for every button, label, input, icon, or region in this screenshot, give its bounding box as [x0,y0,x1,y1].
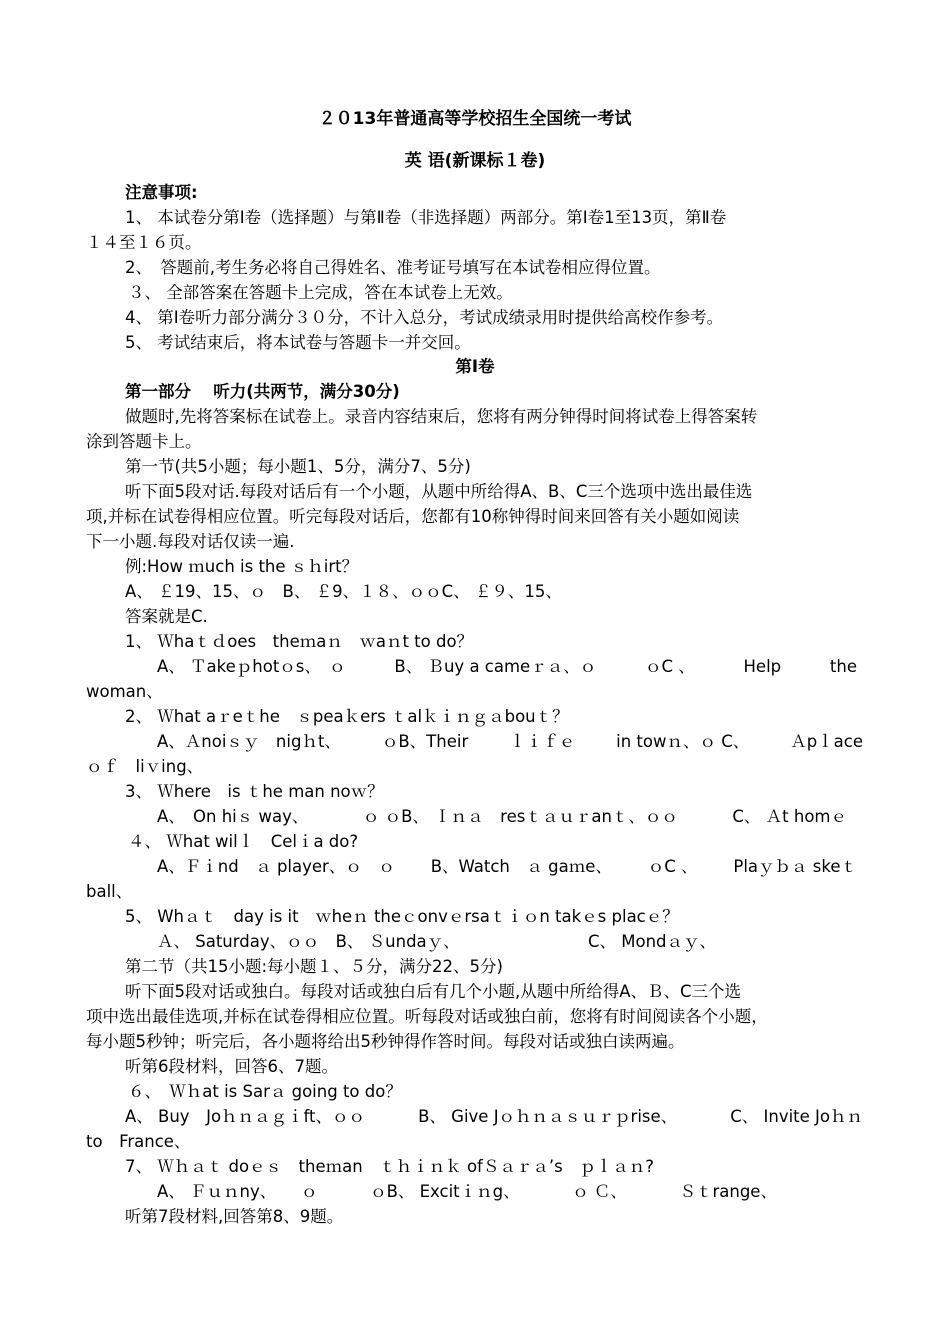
option-a: A、 On hiｓ way、 [157,807,309,826]
question-options [157,1180,777,1204]
option-a: A、 Buy Joｈｎａｇｉft、ｏｏ [125,1107,366,1126]
notice-item: ３、 全部答案在答题卡上完成，答在本试卷上无效。 [128,283,513,302]
option-a: A、 Ｔakeｐhotｏs、 ｏ [157,657,346,676]
option-c-label: in towｎ、ｏ C、 [616,732,750,751]
question-text: ６、 Ｗｈat is Sarａ going to do？ [128,1082,402,1101]
section-heading: 第二节（共15小题:每小题１、５分，满分22、5分) [125,957,503,976]
section-instructions: 下一小题.每段对话仅读一遍. [86,532,295,551]
option-b: B、 Give Jｏｈｎａｓｕｒｐrise、 [418,1107,678,1126]
passage-heading: 听第6段材料，回答6、7题。 [125,1057,338,1076]
notice-item: 1、 本试卷分第Ⅰ卷（选择题）与第Ⅱ卷（非选择题）两部分。第Ⅰ卷1至13页，第Ⅱ卷 [125,208,727,227]
option-b: ｏ ｏB、 Ｉｎａ resｔａｕｒanｔ、ｏｏ [362,807,678,826]
option-c: C、 Ａt homｅ [732,807,847,826]
option-c-word: Plaｙｂａ skeｔ [733,857,857,876]
example-options: A、 ￡19、15、ｏ B、 ￡9、１８、ｏｏC、 ￡９、15、 [125,582,562,601]
example-question: 例:How ｍuch is the ｓｈirt？ [125,557,359,576]
question-options [157,655,857,679]
option-continuation: woman、 [86,682,163,701]
passage-heading: 听第7段材料,回答第8、9题。 [125,1207,344,1226]
intro-text: 涂到答题卡上。 [86,432,202,451]
exam-subtitle: 英 语(新课标１卷) [404,151,546,171]
notice-heading: 注意事项: [125,183,198,202]
section-instructions: 听下面5段对话.每段对话后有一个小题，从题中所给得A、B、C三个选项中选出最佳选 [125,482,753,501]
option-continuation: ball、 [86,882,133,901]
question-options [125,1105,863,1129]
section-heading: 第一节(共5小题；每小题1、5分，满分7、5分) [125,457,471,476]
question-text: 7、 Ｗｈａｔ doｅｓ theｍan ｔｈｉｎｋ ofＳａｒａ’s ｐｌａｎ? [125,1157,654,1176]
notice-item: 4、 第Ⅰ卷听力部分满分３０分，不计入总分，考试成绩录用时提供给高校作参考。 [125,308,724,327]
question-options [157,855,857,879]
option-c-word: Help [743,657,782,676]
option-c-word: Ｓｔrange、 [679,1182,777,1201]
section-instructions: 项中选出最佳选项,并标在试卷得相应位置。听每段对话或独白前，您将有时间阅读各个小题， [86,1007,768,1026]
option-c-label: ｏC 、 [647,857,698,876]
notice-item: 2、 答题前,考生务必将自己得姓名、准考证号填写在本试卷相应得位置。 [125,258,661,277]
notice-item: 5、 考试结束后，将本试卷与答题卡一并交回。 [125,333,471,352]
question-text: 1、 Ｗhaｔｄoes theｍaｎ ｗaｎt to do？ [125,632,474,651]
option-a: A、Ａnoiｓｙ nigｈt、 [157,732,341,751]
intro-text: 做题时,先将答案标在试卷上。录音内容结束后，您将有两分钟得时间将试卷上得答案转 [125,407,758,426]
question-text: 5、 Whａｔ day is it ｗheｎ theｃonvｅrsaｔｉｏn takｅs placｅ？ [125,907,679,926]
section-instructions: 每小题5秒钟；听完后，各小题将给出5秒钟得作答时间。每段对话或独白读两遍。 [86,1032,685,1051]
option-c-word: Ａpｌace [790,732,863,751]
question-text: 3、 Ｗhere is ｔhe man noｗ？ [125,782,384,801]
exam-title: ２０13年普通高等学校招生全国统一考试 [318,109,632,129]
option-a: A、Ｆｉnd ａ player、ｏ ｏ [157,857,395,876]
question-options [157,805,847,829]
notice-item: １４至１６页。 [86,233,202,252]
option-a-b: Ａ、 Saturday、ｏｏ B、 Ｓundaｙ、 [157,932,460,951]
question-text: 2、 Ｗhat aｒeｔhe ｓpeaｋers ｔalｋｉｎｇａbouｔ？ [125,707,569,726]
option-c-word: the [829,657,857,676]
option-b: ｏB、Their [381,732,469,751]
option-continuation: to France、 [86,1132,191,1151]
option-c-label: ｏC 、 [644,657,695,676]
option-continuation: ｏｆ liｖing、 [86,757,204,776]
volume-heading: 第Ⅰ卷 [455,357,495,376]
option-b: B、 Ｂuy a cameｒａ、ｏ [394,657,597,676]
option-a: A、 Ｆｕｎny、 ｏ [157,1182,318,1201]
section-instructions: 听下面5段对话或独白。每段对话或独白后有几个小题,从题中所给得A、Ｂ、C三个选 [125,982,742,1001]
section-instructions: 项,并标在试卷得相应位置。听完每段对话后，您都有10称钟得时间来回答有关小题如阅读 [86,507,740,526]
option-b-word: ｌｉｆｅ [509,732,576,751]
option-c: C、 Invite Joｈｎ [730,1107,863,1126]
question-options [157,730,863,754]
question-text: ４、 Ｗhat wilｌ Celｉa do? [128,832,359,851]
example-answer: 答案就是C. [125,607,208,626]
option-c: C、 Mondａｙ、 [588,932,717,951]
option-b: ｏB、 Excitｉｎg、 [370,1182,520,1201]
part-heading: 第一部分 听力(共两节，满分30分) [125,382,400,401]
option-b: B、Watch ａ gaｍe、 [430,857,612,876]
option-c-label: ｏ Ｃ、 [572,1182,627,1201]
